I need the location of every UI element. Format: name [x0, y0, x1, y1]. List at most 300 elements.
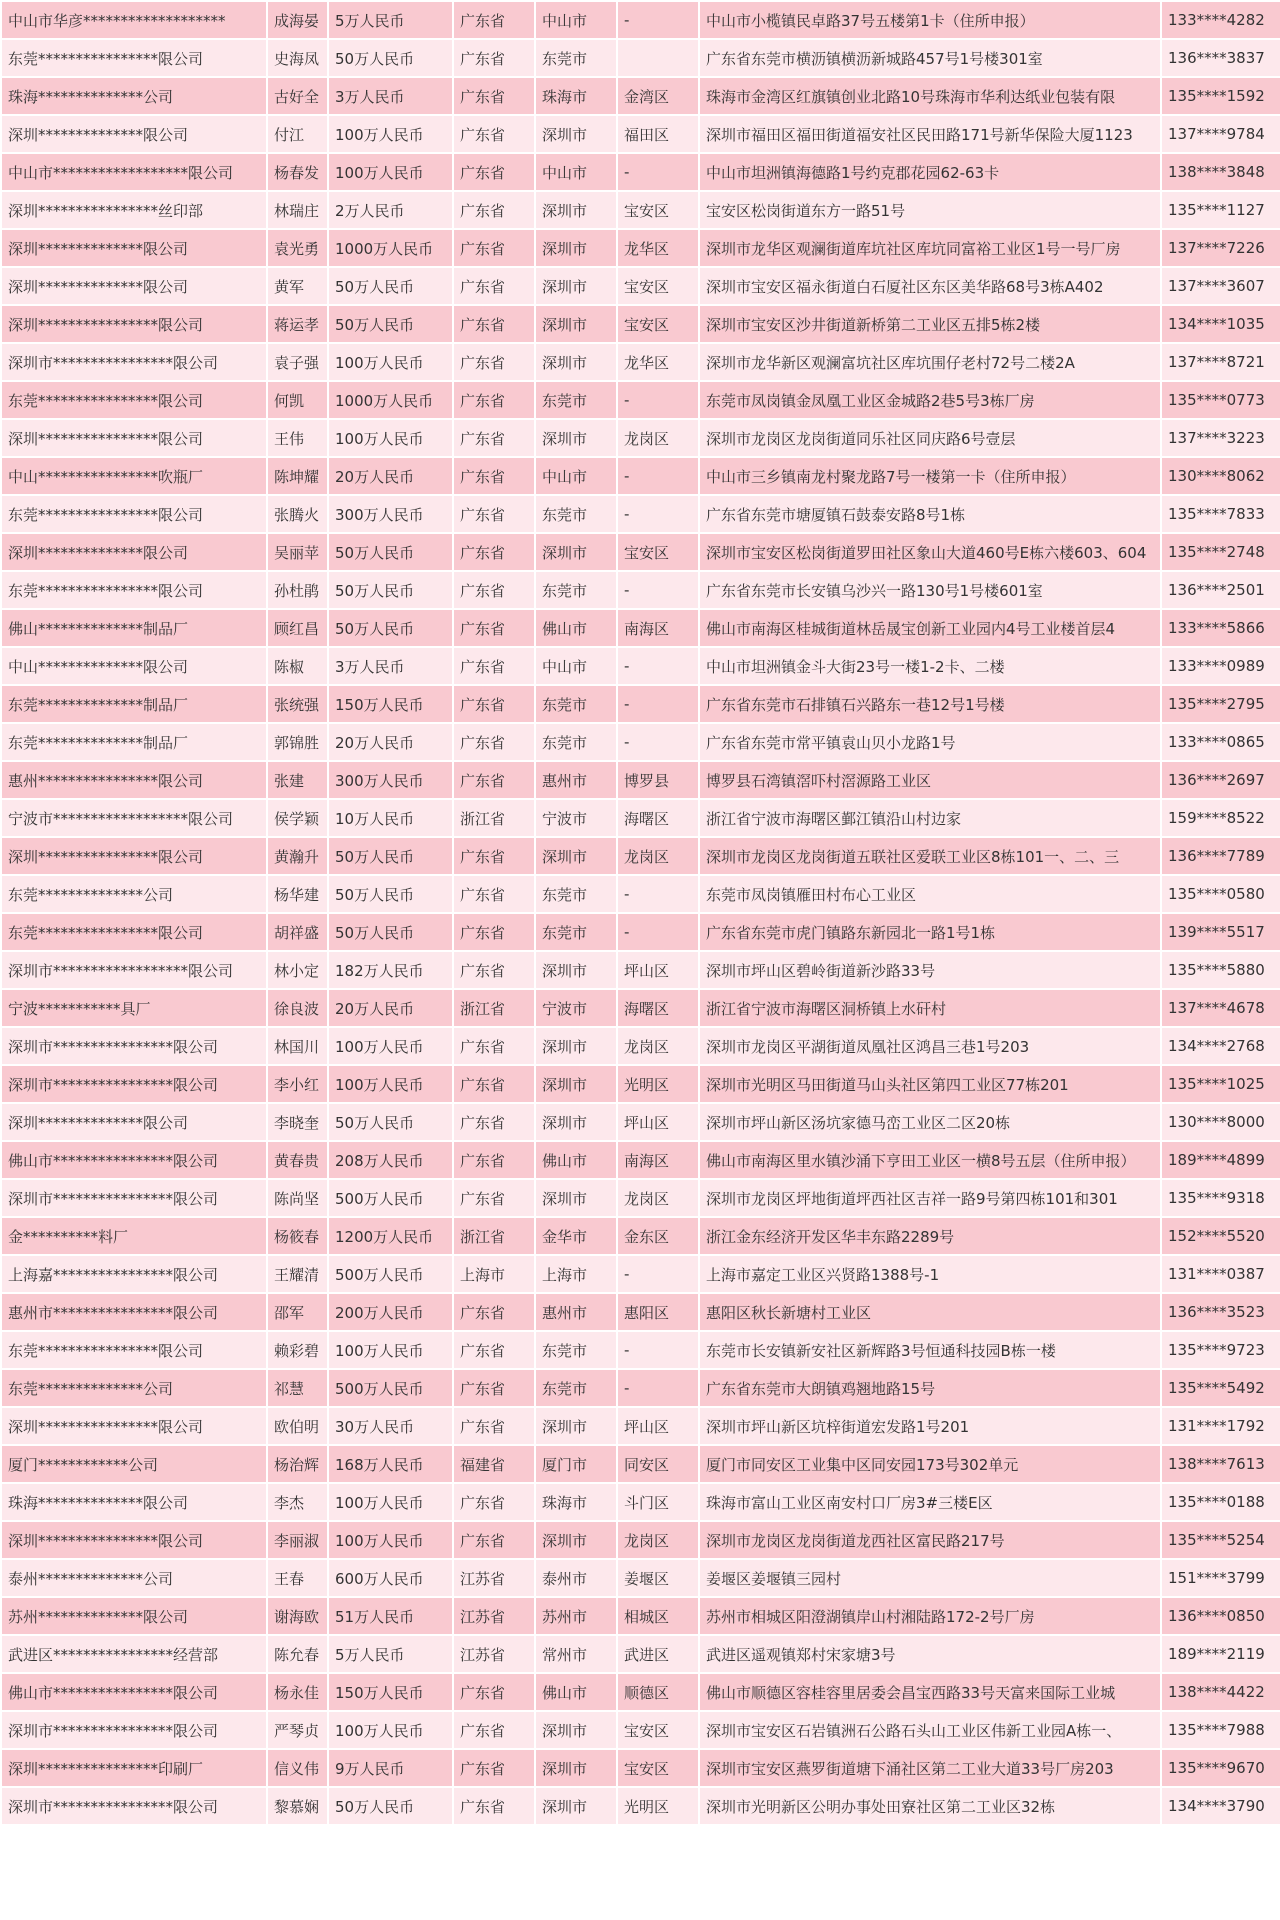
city-cell: 东莞市 [536, 686, 616, 722]
province-cell: 广东省 [454, 1370, 534, 1406]
legal-rep-cell: 孙杜鹃 [268, 572, 327, 608]
address-cell: 深圳市宝安区福永街道白石厦社区东区美华路68号3栋A402 [700, 268, 1160, 304]
phone-cell: 135****0580 [1162, 876, 1280, 912]
city-cell: 东莞市 [536, 382, 616, 418]
address-cell: 上海市嘉定工业区兴贤路1388号-1 [700, 1256, 1160, 1292]
company-name-cell: 泰州**************公司 [2, 1560, 266, 1596]
capital-cell: 3万人民币 [329, 78, 452, 114]
address-cell: 深圳市光明区马田街道马山头社区第四工业区77栋201 [700, 1066, 1160, 1102]
district-cell: 金东区 [618, 1218, 698, 1254]
address-cell: 深圳市龙岗区平湖街道凤凰社区鸿昌三巷1号203 [700, 1028, 1160, 1064]
table-row [2, 800, 1280, 836]
capital-cell: 5万人民币 [329, 2, 452, 38]
company-name-cell: 深圳****************丝印部 [2, 192, 266, 228]
address-cell: 广东省东莞市虎门镇路东新园北一路1号1栋 [700, 914, 1160, 950]
phone-cell: 135****7988 [1162, 1712, 1280, 1748]
phone-cell: 138****4422 [1162, 1674, 1280, 1710]
capital-cell: 50万人民币 [329, 306, 452, 342]
table-row [2, 230, 1280, 266]
district-cell: 宝安区 [618, 534, 698, 570]
company-name-cell: 东莞****************限公司 [2, 572, 266, 608]
city-cell: 中山市 [536, 458, 616, 494]
city-cell: 深圳市 [536, 1180, 616, 1216]
district-cell: 宝安区 [618, 1712, 698, 1748]
address-cell: 深圳市龙华新区观澜富坑社区库坑围仔老村72号二楼2A [700, 344, 1160, 380]
city-cell: 珠海市 [536, 78, 616, 114]
table-row [2, 1370, 1280, 1406]
legal-rep-cell: 付江 [268, 116, 327, 152]
city-cell: 佛山市 [536, 1674, 616, 1710]
address-cell: 佛山市南海区桂城街道林岳晟宝创新工业园内4号工业楼首层4 [700, 610, 1160, 646]
table-row [2, 1750, 1280, 1786]
capital-cell: 100万人民币 [329, 116, 452, 152]
capital-cell: 5万人民币 [329, 1636, 452, 1672]
company-name-cell: 佛山市****************限公司 [2, 1674, 266, 1710]
capital-cell: 100万人民币 [329, 1028, 452, 1064]
table-row [2, 1484, 1280, 1520]
table-row [2, 116, 1280, 152]
phone-cell: 135****0188 [1162, 1484, 1280, 1520]
district-cell [618, 40, 698, 76]
province-cell: 广东省 [454, 686, 534, 722]
district-cell: 南海区 [618, 1142, 698, 1178]
company-name-cell: 深圳市****************限公司 [2, 1066, 266, 1102]
address-cell: 中山市坦洲镇金斗大街23号一楼1-2卡、二楼 [700, 648, 1160, 684]
province-cell: 上海市 [454, 1256, 534, 1292]
company-name-cell: 宁波***********具厂 [2, 990, 266, 1026]
city-cell: 厦门市 [536, 1446, 616, 1482]
capital-cell: 100万人民币 [329, 1522, 452, 1558]
table-row [2, 78, 1280, 114]
table-row [2, 1142, 1280, 1178]
district-cell: 坪山区 [618, 1104, 698, 1140]
province-cell: 广东省 [454, 1522, 534, 1558]
phone-cell: 136****7789 [1162, 838, 1280, 874]
province-cell: 广东省 [454, 762, 534, 798]
table-row [2, 1294, 1280, 1330]
city-cell: 东莞市 [536, 40, 616, 76]
address-cell: 广东省东莞市石排镇石兴路东一巷12号1号楼 [700, 686, 1160, 722]
city-cell: 深圳市 [536, 1522, 616, 1558]
phone-cell: 130****8062 [1162, 458, 1280, 494]
district-cell: 龙岗区 [618, 1028, 698, 1064]
phone-cell: 135****5254 [1162, 1522, 1280, 1558]
capital-cell: 100万人民币 [329, 344, 452, 380]
company-name-cell: 珠海**************限公司 [2, 1484, 266, 1520]
phone-cell: 137****3607 [1162, 268, 1280, 304]
table-row [2, 458, 1280, 494]
company-name-cell: 中山市******************限公司 [2, 154, 266, 190]
company-name-cell: 深圳****************印刷厂 [2, 1750, 266, 1786]
phone-cell: 137****4678 [1162, 990, 1280, 1026]
district-cell: 坪山区 [618, 952, 698, 988]
district-cell: 相城区 [618, 1598, 698, 1634]
district-cell: 海曙区 [618, 800, 698, 836]
address-cell: 深圳市龙岗区坪地街道坪西社区吉祥一路9号第四栋101和301 [700, 1180, 1160, 1216]
company-name-cell: 惠州****************限公司 [2, 762, 266, 798]
province-cell: 广东省 [454, 420, 534, 456]
city-cell: 深圳市 [536, 1066, 616, 1102]
province-cell: 广东省 [454, 1408, 534, 1444]
company-name-cell: 东莞****************限公司 [2, 40, 266, 76]
address-cell: 深圳市龙岗区龙岗街道同乐社区同庆路6号壹层 [700, 420, 1160, 456]
legal-rep-cell: 史海凤 [268, 40, 327, 76]
table-row [2, 762, 1280, 798]
table-row [2, 990, 1280, 1026]
phone-cell: 135****5492 [1162, 1370, 1280, 1406]
city-cell: 深圳市 [536, 1750, 616, 1786]
phone-cell: 139****5517 [1162, 914, 1280, 950]
address-cell: 厦门市同安区工业集中区同安园173号302单元 [700, 1446, 1160, 1482]
province-cell: 广东省 [454, 1180, 534, 1216]
address-cell: 深圳市坪山新区坑梓街道宏发路1号201 [700, 1408, 1160, 1444]
address-cell: 深圳市光明新区公明办事处田寮社区第二工业区32栋 [700, 1788, 1160, 1824]
district-cell: - [618, 1256, 698, 1292]
address-cell: 广东省东莞市塘厦镇石鼓泰安路8号1栋 [700, 496, 1160, 532]
district-cell: 福田区 [618, 116, 698, 152]
table-row [2, 610, 1280, 646]
province-cell: 广东省 [454, 1142, 534, 1178]
phone-cell: 137****8721 [1162, 344, 1280, 380]
province-cell: 浙江省 [454, 800, 534, 836]
city-cell: 深圳市 [536, 534, 616, 570]
table-row [2, 1408, 1280, 1444]
address-cell: 惠阳区秋长新塘村工业区 [700, 1294, 1160, 1330]
province-cell: 江苏省 [454, 1636, 534, 1672]
table-row [2, 1674, 1280, 1710]
legal-rep-cell: 成海晏 [268, 2, 327, 38]
company-name-cell: 佛山市****************限公司 [2, 1142, 266, 1178]
district-cell: 顺德区 [618, 1674, 698, 1710]
capital-cell: 50万人民币 [329, 914, 452, 950]
address-cell: 博罗县石湾镇滘吓村滘源路工业区 [700, 762, 1160, 798]
capital-cell: 600万人民币 [329, 1560, 452, 1596]
capital-cell: 3万人民币 [329, 648, 452, 684]
legal-rep-cell: 王春 [268, 1560, 327, 1596]
legal-rep-cell: 黎慕娴 [268, 1788, 327, 1824]
company-name-cell: 上海嘉****************限公司 [2, 1256, 266, 1292]
capital-cell: 30万人民币 [329, 1408, 452, 1444]
province-cell: 广东省 [454, 306, 534, 342]
district-cell: - [618, 914, 698, 950]
province-cell: 广东省 [454, 1788, 534, 1824]
table-row [2, 268, 1280, 304]
province-cell: 广东省 [454, 1066, 534, 1102]
address-cell: 深圳市龙岗区龙岗街道五联社区爱联工业区8栋101一、二、三 [700, 838, 1160, 874]
address-cell: 东莞市凤岗镇金凤凰工业区金城路2巷5号3栋厂房 [700, 382, 1160, 418]
phone-cell: 138****3848 [1162, 154, 1280, 190]
province-cell: 广东省 [454, 914, 534, 950]
phone-cell: 135****9318 [1162, 1180, 1280, 1216]
phone-cell: 135****1592 [1162, 78, 1280, 114]
capital-cell: 100万人民币 [329, 1712, 452, 1748]
table-row [2, 648, 1280, 684]
province-cell: 广东省 [454, 1484, 534, 1520]
province-cell: 福建省 [454, 1446, 534, 1482]
address-cell: 姜堰区姜堰镇三园村 [700, 1560, 1160, 1596]
table-row [2, 1218, 1280, 1254]
province-cell: 广东省 [454, 458, 534, 494]
capital-cell: 150万人民币 [329, 686, 452, 722]
province-cell: 浙江省 [454, 990, 534, 1026]
legal-rep-cell: 李杰 [268, 1484, 327, 1520]
district-cell: - [618, 2, 698, 38]
district-cell: 龙岗区 [618, 1180, 698, 1216]
city-cell: 珠海市 [536, 1484, 616, 1520]
address-cell: 佛山市南海区里水镇沙涌下亨田工业区一横8号五层（住所申报） [700, 1142, 1160, 1178]
district-cell: 武进区 [618, 1636, 698, 1672]
district-cell: 坪山区 [618, 1408, 698, 1444]
legal-rep-cell: 张腾火 [268, 496, 327, 532]
legal-rep-cell: 信义伟 [268, 1750, 327, 1786]
legal-rep-cell: 袁子强 [268, 344, 327, 380]
address-cell: 广东省东莞市长安镇乌沙兴一路130号1号楼601室 [700, 572, 1160, 608]
capital-cell: 1000万人民币 [329, 382, 452, 418]
capital-cell: 100万人民币 [329, 420, 452, 456]
district-cell: - [618, 648, 698, 684]
address-cell: 深圳市宝安区燕罗街道塘下涌社区第二工业大道33号厂房203 [700, 1750, 1160, 1786]
district-cell: 斗门区 [618, 1484, 698, 1520]
capital-cell: 1000万人民币 [329, 230, 452, 266]
city-cell: 深圳市 [536, 192, 616, 228]
company-name-cell: 深圳**************限公司 [2, 268, 266, 304]
phone-cell: 151****3799 [1162, 1560, 1280, 1596]
phone-cell: 131****1792 [1162, 1408, 1280, 1444]
address-cell: 深圳市坪山新区汤坑家德马峦工业区二区20栋 [700, 1104, 1160, 1140]
table-row [2, 496, 1280, 532]
province-cell: 广东省 [454, 2, 534, 38]
table-row [2, 1636, 1280, 1672]
table-row [2, 344, 1280, 380]
phone-cell: 136****2697 [1162, 762, 1280, 798]
city-cell: 泰州市 [536, 1560, 616, 1596]
legal-rep-cell: 王伟 [268, 420, 327, 456]
capital-cell: 50万人民币 [329, 534, 452, 570]
capital-cell: 100万人民币 [329, 1066, 452, 1102]
city-cell: 佛山市 [536, 610, 616, 646]
phone-cell: 137****9784 [1162, 116, 1280, 152]
legal-rep-cell: 古好全 [268, 78, 327, 114]
legal-rep-cell: 黄春贵 [268, 1142, 327, 1178]
company-table-body [2, 2, 1280, 1824]
company-name-cell: 深圳****************限公司 [2, 306, 266, 342]
address-cell: 珠海市富山工业区南安村口厂房3#三楼E区 [700, 1484, 1160, 1520]
phone-cell: 135****9723 [1162, 1332, 1280, 1368]
company-name-cell: 东莞**************制品厂 [2, 686, 266, 722]
city-cell: 东莞市 [536, 1332, 616, 1368]
address-cell: 佛山市顺德区容桂容里居委会昌宝西路33号天富来国际工业城 [700, 1674, 1160, 1710]
legal-rep-cell: 王耀清 [268, 1256, 327, 1292]
company-name-cell: 宁波市******************限公司 [2, 800, 266, 836]
company-name-cell: 东莞**************制品厂 [2, 724, 266, 760]
table-row [2, 154, 1280, 190]
district-cell: - [618, 458, 698, 494]
legal-rep-cell: 郭锦胜 [268, 724, 327, 760]
company-name-cell: 东莞**************公司 [2, 1370, 266, 1406]
address-cell: 浙江金东经济开发区华丰东路2289号 [700, 1218, 1160, 1254]
district-cell: 龙岗区 [618, 420, 698, 456]
district-cell: - [618, 496, 698, 532]
company-name-cell: 东莞****************限公司 [2, 496, 266, 532]
capital-cell: 300万人民币 [329, 496, 452, 532]
company-name-cell: 厦门************公司 [2, 1446, 266, 1482]
legal-rep-cell: 蒋运孝 [268, 306, 327, 342]
address-cell: 武进区遥观镇郑村宋家塘3号 [700, 1636, 1160, 1672]
legal-rep-cell: 胡祥盛 [268, 914, 327, 950]
table-row [2, 192, 1280, 228]
city-cell: 深圳市 [536, 268, 616, 304]
table-row [2, 724, 1280, 760]
phone-cell: 137****3223 [1162, 420, 1280, 456]
city-cell: 深圳市 [536, 1408, 616, 1444]
company-name-cell: 深圳市****************限公司 [2, 1788, 266, 1824]
legal-rep-cell: 徐良波 [268, 990, 327, 1026]
address-cell: 珠海市金湾区红旗镇创业北路10号珠海市华利达纸业包装有限 [700, 78, 1160, 114]
city-cell: 佛山市 [536, 1142, 616, 1178]
district-cell: 姜堰区 [618, 1560, 698, 1596]
table-row [2, 420, 1280, 456]
district-cell: - [618, 724, 698, 760]
company-name-cell: 深圳****************限公司 [2, 1408, 266, 1444]
address-cell: 浙江省宁波市海曙区鄞江镇沿山村边家 [700, 800, 1160, 836]
company-name-cell: 珠海**************公司 [2, 78, 266, 114]
table-row [2, 1066, 1280, 1102]
address-cell: 深圳市宝安区石岩镇洲石公路石头山工业区伟新工业园A栋一、 [700, 1712, 1160, 1748]
company-name-cell: 深圳市****************限公司 [2, 344, 266, 380]
city-cell: 中山市 [536, 648, 616, 684]
province-cell: 广东省 [454, 876, 534, 912]
district-cell: 海曙区 [618, 990, 698, 1026]
province-cell: 广东省 [454, 1332, 534, 1368]
city-cell: 金华市 [536, 1218, 616, 1254]
table-row [2, 1180, 1280, 1216]
city-cell: 深圳市 [536, 344, 616, 380]
phone-cell: 135****7833 [1162, 496, 1280, 532]
table-row [2, 1256, 1280, 1292]
table-row [2, 382, 1280, 418]
table-row [2, 838, 1280, 874]
city-cell: 深圳市 [536, 1028, 616, 1064]
legal-rep-cell: 杨永佳 [268, 1674, 327, 1710]
address-cell: 广东省东莞市横沥镇横沥新城路457号1号楼301室 [700, 40, 1160, 76]
company-name-cell: 深圳**************限公司 [2, 1104, 266, 1140]
phone-cell: 135****5880 [1162, 952, 1280, 988]
capital-cell: 10万人民币 [329, 800, 452, 836]
legal-rep-cell: 侯学颖 [268, 800, 327, 836]
capital-cell: 50万人民币 [329, 268, 452, 304]
city-cell: 惠州市 [536, 1294, 616, 1330]
legal-rep-cell: 李丽淑 [268, 1522, 327, 1558]
address-cell: 深圳市福田区福田街道福安社区民田路171号新华保险大厦1123 [700, 116, 1160, 152]
address-cell: 东莞市凤岗镇雁田村布心工业区 [700, 876, 1160, 912]
table-row [2, 534, 1280, 570]
city-cell: 深圳市 [536, 420, 616, 456]
capital-cell: 300万人民币 [329, 762, 452, 798]
legal-rep-cell: 杨筱春 [268, 1218, 327, 1254]
legal-rep-cell: 谢海欧 [268, 1598, 327, 1634]
table-row [2, 1788, 1280, 1824]
phone-cell: 159****8522 [1162, 800, 1280, 836]
province-cell: 广东省 [454, 610, 534, 646]
address-cell: 深圳市龙华区观澜街道库坑社区库坑同富裕工业区1号一号厂房 [700, 230, 1160, 266]
legal-rep-cell: 李小红 [268, 1066, 327, 1102]
company-name-cell: 深圳**************限公司 [2, 230, 266, 266]
city-cell: 深圳市 [536, 306, 616, 342]
legal-rep-cell: 邵军 [268, 1294, 327, 1330]
phone-cell: 133****0865 [1162, 724, 1280, 760]
city-cell: 东莞市 [536, 496, 616, 532]
capital-cell: 51万人民币 [329, 1598, 452, 1634]
company-name-cell: 深圳****************限公司 [2, 838, 266, 874]
province-cell: 广东省 [454, 230, 534, 266]
address-cell: 深圳市宝安区沙井街道新桥第二工业区五排5栋2楼 [700, 306, 1160, 342]
capital-cell: 500万人民币 [329, 1180, 452, 1216]
company-name-cell: 中山****************吹瓶厂 [2, 458, 266, 494]
address-cell: 中山市三乡镇南龙村聚龙路7号一楼第一卡（住所申报） [700, 458, 1160, 494]
company-name-cell: 东莞**************公司 [2, 876, 266, 912]
table-row [2, 1522, 1280, 1558]
table-row [2, 40, 1280, 76]
legal-rep-cell: 陈尚坚 [268, 1180, 327, 1216]
capital-cell: 150万人民币 [329, 1674, 452, 1710]
phone-cell: 135****2748 [1162, 534, 1280, 570]
phone-cell: 136****3523 [1162, 1294, 1280, 1330]
phone-cell: 134****2768 [1162, 1028, 1280, 1064]
city-cell: 宁波市 [536, 990, 616, 1026]
district-cell: 惠阳区 [618, 1294, 698, 1330]
legal-rep-cell: 张建 [268, 762, 327, 798]
district-cell: 宝安区 [618, 306, 698, 342]
city-cell: 苏州市 [536, 1598, 616, 1634]
district-cell: 龙华区 [618, 230, 698, 266]
city-cell: 深圳市 [536, 116, 616, 152]
capital-cell: 500万人民币 [329, 1256, 452, 1292]
company-name-cell: 深圳**************限公司 [2, 534, 266, 570]
phone-cell: 137****7226 [1162, 230, 1280, 266]
district-cell: 龙岗区 [618, 1522, 698, 1558]
table-row [2, 686, 1280, 722]
capital-cell: 50万人民币 [329, 610, 452, 646]
province-cell: 广东省 [454, 838, 534, 874]
city-cell: 中山市 [536, 154, 616, 190]
district-cell: 宝安区 [618, 1750, 698, 1786]
phone-cell: 136****3837 [1162, 40, 1280, 76]
city-cell: 宁波市 [536, 800, 616, 836]
capital-cell: 100万人民币 [329, 1484, 452, 1520]
capital-cell: 50万人民币 [329, 838, 452, 874]
address-cell: 苏州市相城区阳澄湖镇岸山村湘陆路172-2号厂房 [700, 1598, 1160, 1634]
phone-cell: 152****5520 [1162, 1218, 1280, 1254]
city-cell: 东莞市 [536, 914, 616, 950]
province-cell: 广东省 [454, 192, 534, 228]
capital-cell: 200万人民币 [329, 1294, 452, 1330]
city-cell: 惠州市 [536, 762, 616, 798]
phone-cell: 135****1127 [1162, 192, 1280, 228]
province-cell: 广东省 [454, 1028, 534, 1064]
capital-cell: 182万人民币 [329, 952, 452, 988]
province-cell: 广东省 [454, 116, 534, 152]
district-cell: 南海区 [618, 610, 698, 646]
capital-cell: 500万人民币 [329, 1370, 452, 1406]
city-cell: 深圳市 [536, 952, 616, 988]
capital-cell: 9万人民币 [329, 1750, 452, 1786]
district-cell: - [618, 572, 698, 608]
phone-cell: 133****4282 [1162, 2, 1280, 38]
district-cell: - [618, 382, 698, 418]
district-cell: 光明区 [618, 1066, 698, 1102]
phone-cell: 135****1025 [1162, 1066, 1280, 1102]
capital-cell: 50万人民币 [329, 40, 452, 76]
